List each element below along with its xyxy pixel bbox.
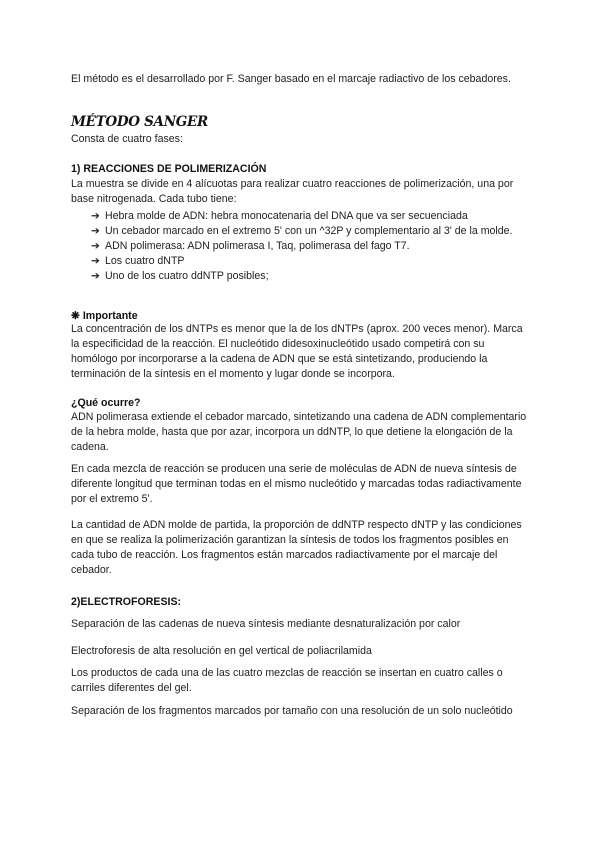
section1-heading: 1) REACCIONES DE POLIMERIZACIÓN <box>71 163 267 175</box>
intro-paragraph: El método es el desarrollado por F. Sanger basado en el marcaje radiactivo de los cebadores. <box>71 73 511 85</box>
arrow-icon: ➔ <box>91 225 100 237</box>
list-item: ➔ Un cebador marcado en el extremo 5' con un ^32P y complementario al 3' de la molde. <box>91 225 513 237</box>
arrow-icon: ➔ <box>91 255 100 267</box>
section2-heading: 2)ELECTROFORESIS: <box>71 596 182 608</box>
question-heading: ¿Qué ocurre? <box>71 397 141 409</box>
reagent-list <box>71 209 531 284</box>
section2-paragraph-2: Electroforesis de alta resolución en gel vertical de poliacrilamida <box>71 645 372 657</box>
section2-paragraph-3: Los productos de cada una de las cuatro mezclas de reacción se insertan en cuatro calles o carriles diferentes del gel. <box>71 667 503 694</box>
subtitle: Consta de cuatro fases: <box>71 133 183 145</box>
list-item: ➔ Hebra molde de ADN: hebra monocatenaria del DNA que va ser secuenciada <box>91 210 468 222</box>
section1-body <box>71 177 531 284</box>
list-item: ➔ ADN polimerasa: ADN polimerasa I, Taq, polimerasa del fago T7. <box>91 240 410 252</box>
question-paragraph-1: ADN polimerasa extiende el cebador marcado, sintetizando una cadena de ADN complementario de la hebra molde, hasta que por azar, incorpora un ddNTP, lo que detiene la elongación de la cadena. <box>71 411 527 453</box>
arrow-icon: ➔ <box>91 210 100 222</box>
important-heading: ❋ Importante <box>71 310 138 322</box>
question-paragraph-3: La cantidad de ADN molde de partida, la proporción de ddNTP respecto dNTP y las condiciones en que se realiza la polimerización garantizan la síntesis de todos los fragmentos posibles en cada tubo de reacción. Los fragmentos están marcados radiactivamente por el marcaje del cebador. <box>71 519 522 576</box>
arrow-icon: ➔ <box>91 240 100 252</box>
important-text: La concentración de los dNTPs es menor que la de los dNTPs (aprox. 200 veces menor). Marca la especificidad de la reacción. El nucleótido didesoxinucleótido usado competirá con su homólogo por incorporarse a la cadena de ADN que se está sintetizando, produciendo la terminación de la síntesis en el momento y lugar donde se incorpora. <box>71 323 523 380</box>
section1-text: La muestra se divide en 4 alícuotas para realizar cuatro reacciones de polimerización, una por base nitrogenada. Cada tubo tiene: <box>71 178 514 205</box>
document-title: MÉTODO SANGER <box>71 114 208 130</box>
section2-paragraph-1: Separación de las cadenas de nueva síntesis mediante desnaturalización por calor <box>71 618 461 630</box>
question-paragraph-2: En cada mezcla de reacción se producen una serie de moléculas de ADN de nueva síntesis de diferente longitud que terminan todas en el mismo nucleótido y marcadas todas radiactivamente por el extremo 5'. <box>71 463 522 505</box>
asterisk-icon: ❋ <box>71 310 80 322</box>
arrow-icon: ➔ <box>91 270 100 282</box>
list-item: ➔ Los cuatro dNTP <box>91 255 185 267</box>
section2-paragraph-4: Separación de los fragmentos marcados por tamaño con una resolución de un solo nucleótido <box>71 705 513 717</box>
list-item: ➔ Uno de los cuatro ddNTP posibles; <box>91 270 269 282</box>
